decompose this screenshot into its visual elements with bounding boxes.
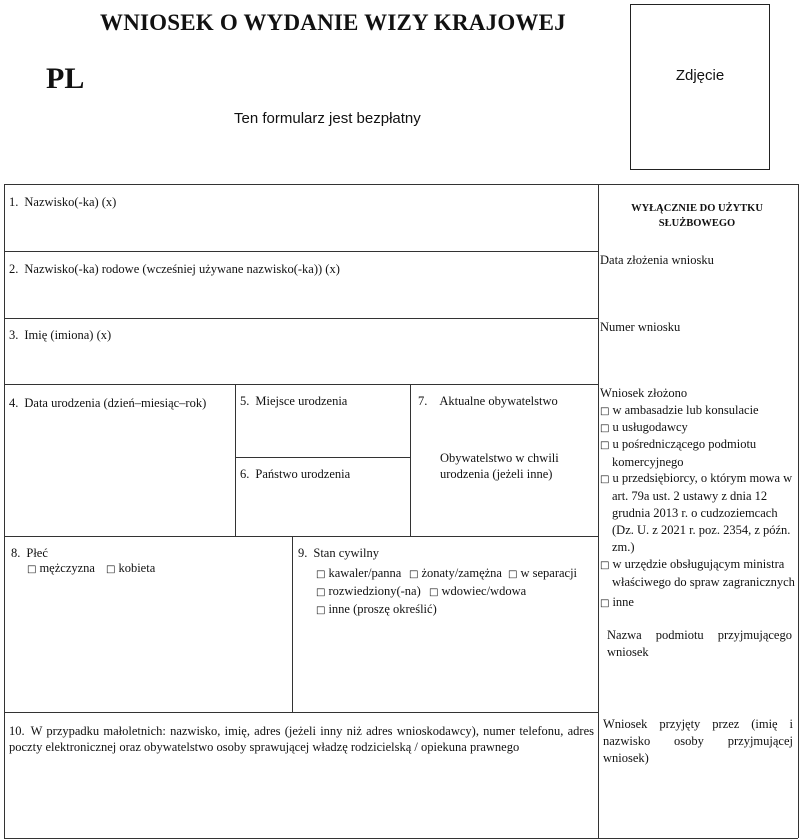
checkbox-icon[interactable]: □ bbox=[600, 560, 610, 571]
checkbox-icon[interactable]: □ bbox=[508, 569, 518, 580]
checkbox-icon[interactable]: □ bbox=[316, 569, 326, 580]
checkbox-icon[interactable]: □ bbox=[600, 598, 610, 609]
field-current-nationality[interactable]: 7. Aktualne obywatelstwo bbox=[418, 394, 558, 408]
official-number-label: Numer wniosku bbox=[600, 320, 681, 334]
submitted-option-intermediary[interactable]: □ u pośredniczącego podmiotu komercyjnego bbox=[600, 437, 757, 469]
row-divider-4 bbox=[4, 536, 598, 537]
photo-label: Zdjęcie bbox=[675, 67, 725, 84]
submitted-option-ministry[interactable]: □ w urzędzie obsługującym ministra właściwego do spraw zagranicznych bbox=[600, 557, 795, 589]
submitted-option-embassy[interactable]: □ w ambasadzie lub konsulacie bbox=[600, 403, 759, 417]
checkbox-icon[interactable]: □ bbox=[600, 440, 610, 451]
checkbox-icon[interactable]: □ bbox=[429, 587, 439, 598]
checkbox-icon[interactable]: □ bbox=[409, 569, 419, 580]
checkbox-icon[interactable]: □ bbox=[600, 423, 610, 434]
submitted-option-service-provider[interactable]: □ u usługodawcy bbox=[600, 420, 688, 434]
submitted-option-entrepreneur[interactable]: □ u przedsiębiorcy, o którym mowa w art. 79a ust. 2 ustawy z dnia 12 grudnia 2013 r. o cudzoziemcach (Dz. U. z 2021 r. poz. 2354, z późn. zm.) bbox=[600, 471, 793, 554]
col-divider-4-5 bbox=[235, 384, 236, 536]
row-divider-5-6 bbox=[235, 457, 410, 458]
col-divider-8-9 bbox=[292, 536, 293, 712]
field-surname[interactable]: 1. Nazwisko(-ka) (x) bbox=[9, 195, 117, 209]
field-birth-surname[interactable]: 2. Nazwisko(-ka) rodowe (wcześniej używane nazwisko(-ka)) (x) bbox=[9, 262, 340, 276]
checkbox-icon[interactable]: □ bbox=[316, 587, 326, 598]
table-right-border bbox=[798, 184, 799, 838]
checkbox-icon[interactable]: □ bbox=[316, 605, 326, 616]
row-divider-2 bbox=[4, 318, 598, 319]
official-submitted-label: Wniosek złożono bbox=[600, 386, 688, 400]
marital-option-single[interactable]: □ kawaler/panna bbox=[316, 566, 402, 580]
marital-option-divorced[interactable]: □ rozwiedziony(-na) bbox=[316, 584, 421, 598]
field-nationality-at-birth[interactable]: Obywatelstwo w chwili urodzenia (jeżeli inne) bbox=[440, 451, 559, 481]
table-left-border bbox=[4, 184, 5, 838]
sex-option-female[interactable]: □ kobieta bbox=[106, 561, 156, 575]
field-first-names[interactable]: 3. Imię (imiona) (x) bbox=[9, 328, 112, 342]
checkbox-icon[interactable]: □ bbox=[106, 564, 116, 575]
marital-option-separated[interactable]: □ w separacji bbox=[508, 566, 578, 580]
row-divider-5 bbox=[4, 712, 598, 713]
row-divider-1 bbox=[4, 251, 598, 252]
photo-box bbox=[630, 4, 770, 170]
official-column-divider bbox=[598, 184, 599, 838]
field-guardian-details[interactable]: 10. W przypadku małoletnich: nazwisko, imię, adres (jeżeli inny niż adres wnioskodawcy), numer telefonu, adres poczty elektronicznej oraz obywatelstwo osoby sprawującej władzę rodzicielską / opiekuna prawnego bbox=[9, 724, 594, 754]
official-use-heading: WYŁĄCZNIE DO UŻYTKU SŁUŻBOWEGO bbox=[631, 203, 763, 229]
official-date-label: Data złożenia wniosku bbox=[600, 253, 714, 267]
field-sex: 8. Płeć bbox=[11, 546, 48, 560]
field-country-of-birth[interactable]: 6. Państwo urodzenia bbox=[240, 467, 351, 481]
marital-option-other[interactable]: □ inne (proszę określić) bbox=[316, 602, 437, 616]
free-of-charge-note: Ten formularz jest bezpłatny bbox=[234, 110, 421, 127]
checkbox-icon[interactable]: □ bbox=[600, 474, 610, 485]
col-divider-5-7 bbox=[410, 384, 411, 536]
checkbox-icon[interactable]: □ bbox=[27, 564, 37, 575]
form-title: WNIOSEK O WYDANIE WIZY KRAJOWEJ bbox=[100, 10, 566, 35]
country-code: PL bbox=[46, 62, 85, 95]
checkbox-icon[interactable]: □ bbox=[600, 406, 610, 417]
field-place-of-birth[interactable]: 5. Miejsce urodzenia bbox=[240, 394, 348, 408]
official-entity-label: Nazwa podmiotu przyjmującego wniosek bbox=[607, 628, 792, 659]
row-divider-3 bbox=[4, 384, 598, 385]
sex-option-male[interactable]: □ mężczyzna bbox=[27, 561, 95, 575]
table-top-border bbox=[4, 184, 798, 185]
official-accepted-by-label: Wniosek przyjęty przez (imię i nazwisko osoby przyjmującej wniosek) bbox=[603, 717, 793, 765]
marital-option-married[interactable]: □ żonaty/zamężna bbox=[409, 566, 502, 580]
field-marital-status: 9. Stan cywilny bbox=[298, 546, 379, 560]
submitted-option-other[interactable]: □ inne bbox=[600, 595, 634, 609]
field-date-of-birth[interactable]: 4. Data urodzenia (dzień–miesiąc–rok) bbox=[9, 396, 207, 410]
marital-option-widowed[interactable]: □ wdowiec/wdowa bbox=[429, 584, 527, 598]
table-bottom-border bbox=[4, 838, 798, 839]
